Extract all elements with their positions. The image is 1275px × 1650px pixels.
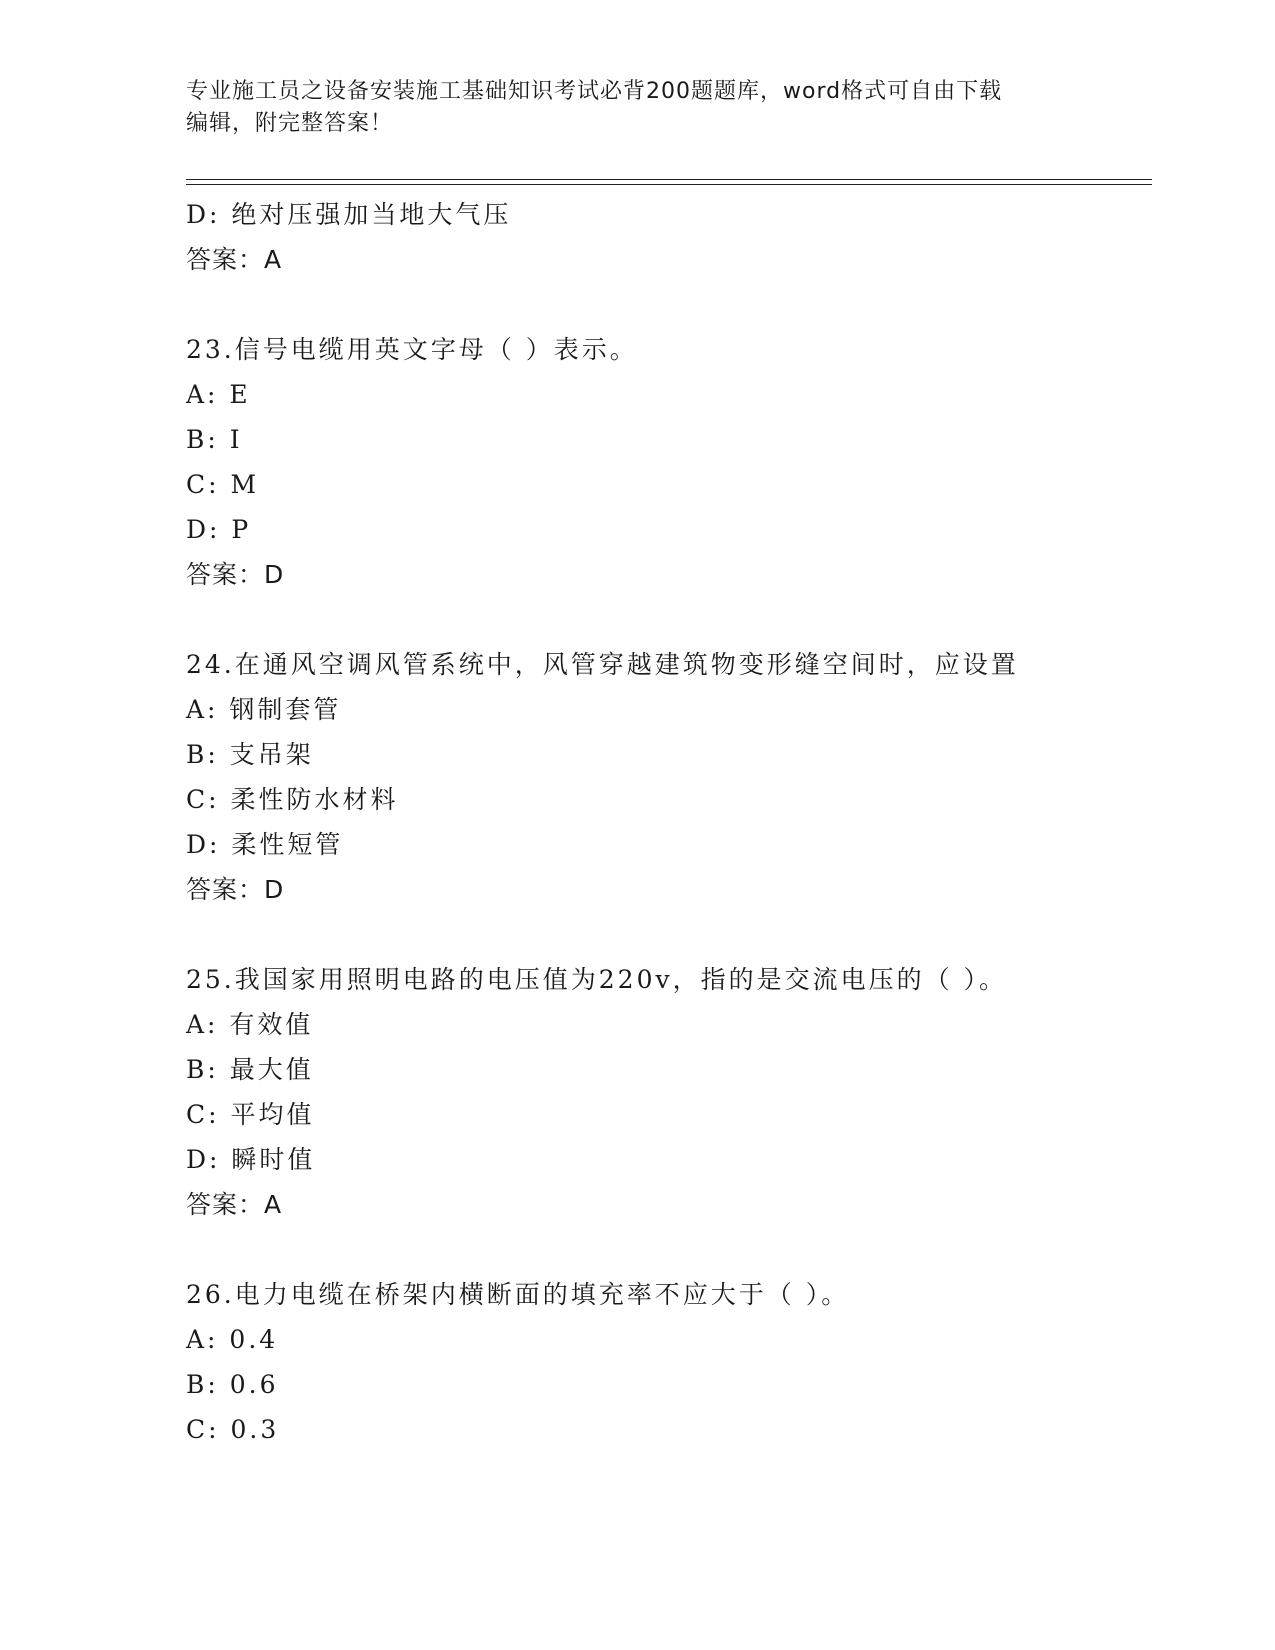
question-stem: 25.我国家用照明电路的电压值为220v，指的是交流电压的（ ）。 (186, 965, 1008, 994)
answer-line: 答案：A (186, 245, 283, 274)
option-c: C: 平均值 (186, 1100, 315, 1129)
question-26 (186, 1272, 1086, 1452)
answer-line: 答案：D (186, 560, 285, 589)
option-b: B: 支吊架 (186, 740, 314, 769)
option-b: B: 最大值 (186, 1055, 314, 1084)
question-stem: 23.信号电缆用英文字母（ ）表示。 (186, 335, 638, 364)
question-23 (186, 327, 1086, 597)
document-header (186, 76, 1086, 140)
header-divider-bottom (186, 184, 1152, 185)
header-title-line-1: 专业施工员之设备安装施工基础知识考试必背200题题库，word格式可自由下载 (186, 79, 1003, 104)
option-a: A: 有效值 (186, 1010, 314, 1039)
header-divider-top (186, 179, 1152, 180)
option-c: C: M (186, 470, 260, 499)
option-a: A: 钢制套管 (186, 695, 342, 724)
option-c: C: 0.3 (186, 1415, 280, 1444)
question-22-continuation (186, 192, 1086, 282)
option-b: B: I (186, 425, 243, 454)
option-d: D: 瞬时值 (186, 1145, 316, 1174)
question-stem: 24.在通风空调风管系统中，风管穿越建筑物变形缝空间时，应设置 (186, 650, 1019, 679)
option-b: B: 0.6 (186, 1370, 279, 1399)
answer-line: 答案：A (186, 1190, 283, 1219)
option-a: A: 0.4 (186, 1325, 279, 1354)
question-24 (186, 642, 1086, 912)
question-stem: 26.电力电缆在桥架内横断面的填充率不应大于（ ）。 (186, 1280, 850, 1309)
option-d: D: 柔性短管 (186, 830, 344, 859)
option-d: D: P (186, 515, 252, 544)
question-list (186, 192, 1086, 1452)
option-c: C: 柔性防水材料 (186, 785, 399, 814)
header-title-line-2: 编辑，附完整答案！ (186, 111, 394, 136)
question-25 (186, 957, 1086, 1227)
option-a: A: E (186, 380, 251, 409)
answer-line: 答案：D (186, 875, 285, 904)
option-d: D: 绝对压强加当地大气压 (186, 200, 512, 229)
